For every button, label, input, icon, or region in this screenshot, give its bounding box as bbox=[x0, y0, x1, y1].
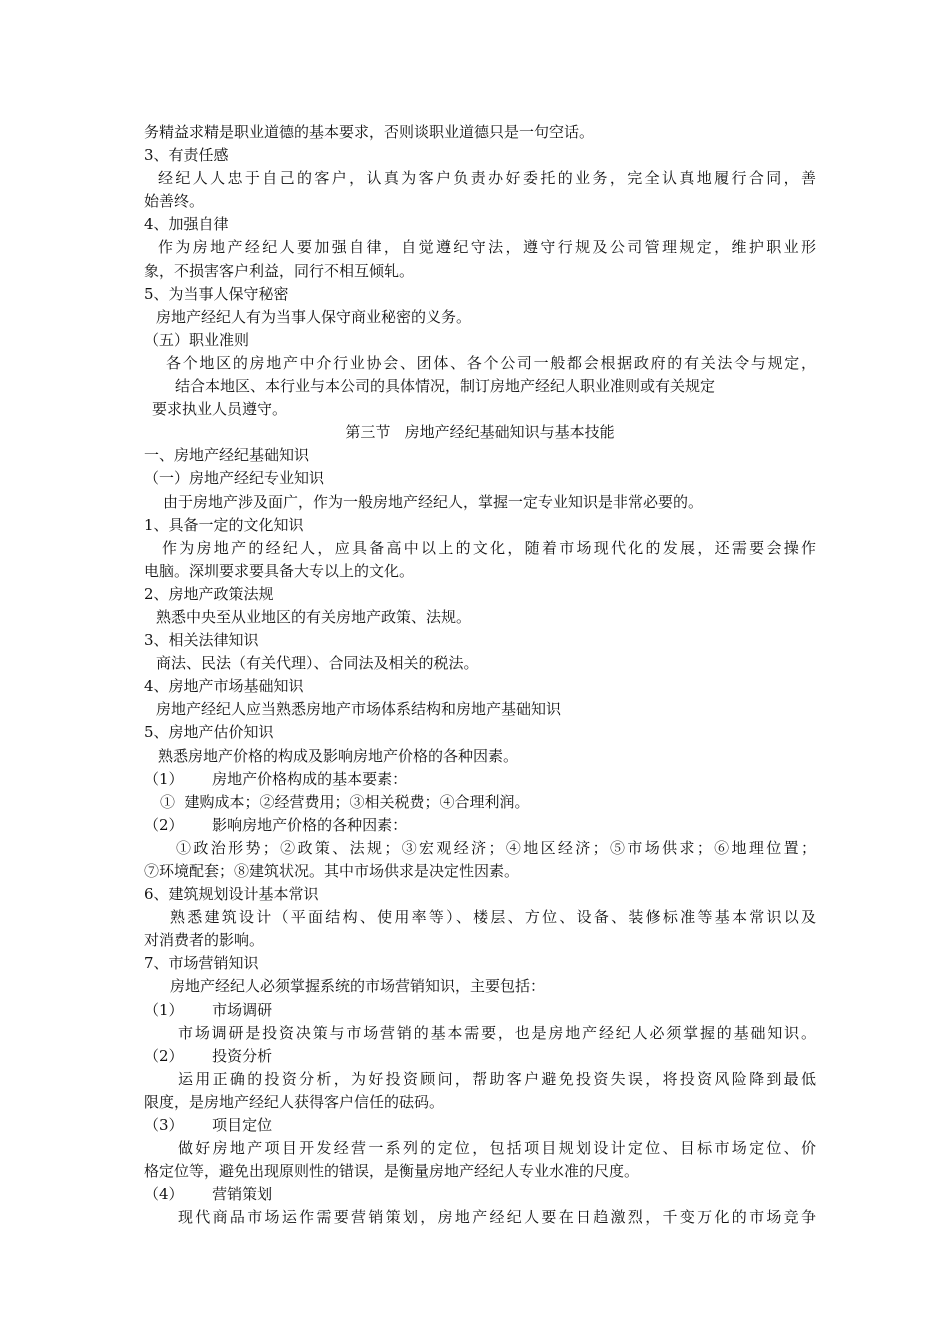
text-line: ①政治形势；②政策、法规；③宏观经济；④地区经济；⑤市场供求；⑥地理位置； bbox=[176, 838, 816, 857]
text-line: 由于房地产涉及面广，作为一般房地产经纪人，掌握一定专业知识是非常必要的。 bbox=[163, 492, 704, 511]
text-line: 4、加强自律 bbox=[144, 215, 229, 234]
text-line: 熟悉中央至从业地区的有关房地产政策、法规。 bbox=[156, 607, 472, 626]
text-line: 房地产经纪人必须掌握系统的市场营销知识，主要包括： bbox=[170, 977, 546, 996]
text-line: （2） 影响房地产价格的各种因素： bbox=[144, 815, 408, 834]
text-line: 商法、民法（有关代理）、合同法及相关的税法。 bbox=[156, 654, 479, 673]
text-line: （一）房地产经纪专业知识 bbox=[144, 469, 325, 488]
text-line: 市场调研是投资决策与市场营销的基本需要，也是房地产经纪人必须掌握的基础知识。 bbox=[178, 1023, 816, 1042]
text-line: 熟悉房地产价格的构成及影响房地产价格的各种因素。 bbox=[158, 746, 519, 765]
text-line: （1） 房地产价格构成的基本要素： bbox=[144, 769, 408, 788]
text-line: 3、相关法律知识 bbox=[144, 631, 259, 650]
text-line: 运用正确的投资分析，为好投资顾问，帮助客户避免投资失误，将投资风险降到最低 bbox=[178, 1069, 816, 1088]
text-line: 5、为当事人保守秘密 bbox=[144, 284, 289, 303]
text-line: 作为房地产经纪人要加强自律，自觉遵纪守法，遵守行规及公司管理规定，维护职业形 bbox=[158, 238, 816, 257]
text-line: 3、有责任感 bbox=[144, 146, 229, 165]
text-line: ① 建购成本；②经营费用；③相关税费；④合理利润。 bbox=[160, 792, 530, 811]
text-line: 熟悉建筑设计（平面结构、使用率等）、楼层、方位、设备、装修标准等基本常识以及 bbox=[170, 908, 816, 927]
text-line: （4） 营销策划 bbox=[144, 1185, 273, 1204]
text-line: 各个地区的房地产中介行业协会、团体、各个公司一般都会根据政府的有关法令与规定， bbox=[166, 353, 816, 372]
text-line: （2） 投资分析 bbox=[144, 1046, 273, 1065]
text-line: 房地产经纪人有为当事人保守商业秘密的义务。 bbox=[156, 307, 472, 326]
text-line: 做好房地产项目开发经营一系列的定位，包括项目规划设计定位、目标市场定位、价 bbox=[178, 1139, 816, 1158]
text-line: （3） 项目定位 bbox=[144, 1116, 273, 1135]
text-line: （1） 市场调研 bbox=[144, 1000, 273, 1019]
section-heading: 第三节 房地产经纪基础知识与基本技能 bbox=[345, 423, 615, 442]
text-line: 作为房地产的经纪人，应具备高中以上的文化，随着市场现代化的发展，还需要会操作 bbox=[162, 538, 816, 557]
text-line: 电脑。深圳要求要具备大专以上的文化。 bbox=[144, 561, 415, 580]
text-line: 7、市场营销知识 bbox=[144, 954, 259, 973]
text-line: 对消费者的影响。 bbox=[144, 931, 265, 950]
text-line: 务精益求精是职业道德的基本要求，否则谈职业道德只是一句空话。 bbox=[144, 123, 595, 141]
text-line: 象，不损害客户利益，同行不相互倾轧。 bbox=[144, 261, 415, 280]
text-line: 2、房地产政策法规 bbox=[144, 584, 274, 603]
text-line: 一、房地产经纪基础知识 bbox=[144, 446, 310, 465]
text-line: 始善终。 bbox=[144, 192, 205, 211]
text-line: 限度，是房地产经纪人获得客户信任的砝码。 bbox=[144, 1092, 445, 1111]
text-line: （五）职业准则 bbox=[144, 330, 250, 349]
text-line: 4、房地产市场基础知识 bbox=[144, 677, 304, 696]
text-line: 现代商品市场运作需要营销策划，房地产经纪人要在日趋激烈，千变万化的市场竞争 bbox=[178, 1208, 816, 1227]
text-line: ⑦环境配套；⑧建筑状况。其中市场供求是决定性因素。 bbox=[144, 862, 520, 880]
text-line: 5、房地产估价知识 bbox=[144, 723, 274, 742]
text-line: 格定位等，避免出现原则性的错误，是衡量房地产经纪人专业水准的尺度。 bbox=[144, 1162, 640, 1181]
text-line: 要求执业人员遵守。 bbox=[152, 400, 288, 419]
text-line: 结合本地区、本行业与本公司的具体情况，制订房地产经纪人职业准则或有关规定 bbox=[175, 377, 716, 396]
text-line: 1、具备一定的文化知识 bbox=[144, 515, 304, 534]
document-body bbox=[144, 121, 816, 1230]
text-line: 经纪人人忠于自己的客户，认真为客户负责办好委托的业务，完全认真地履行合同，善 bbox=[158, 169, 816, 188]
text-line: 房地产经纪人应当熟悉房地产市场体系结构和房地产基础知识 bbox=[156, 700, 562, 719]
text-line: 6、建筑规划设计基本常识 bbox=[144, 885, 319, 904]
